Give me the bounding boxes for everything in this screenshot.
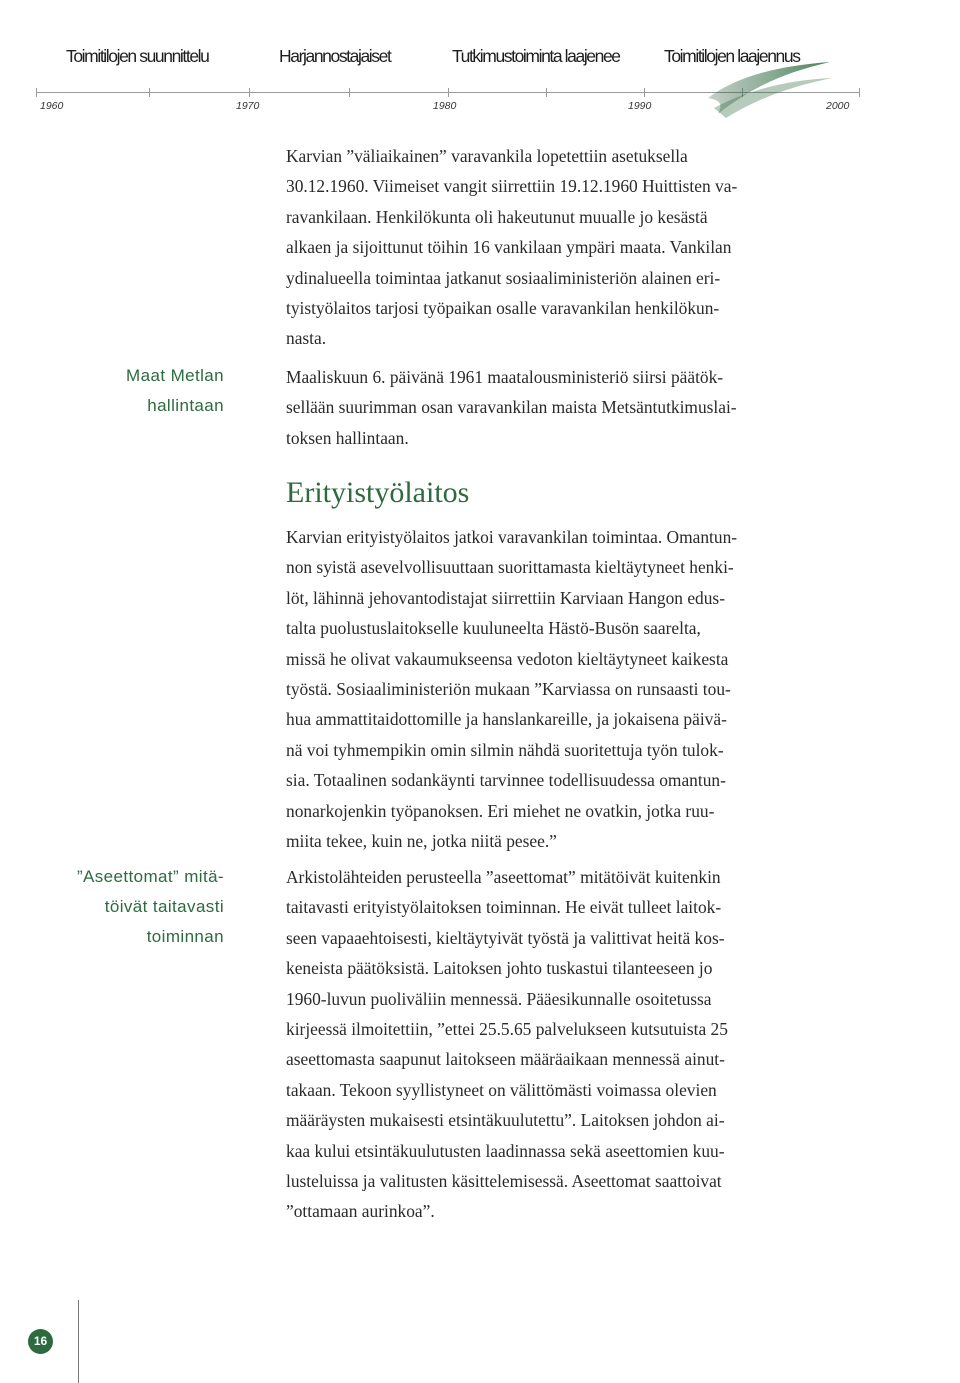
nav-item-suunnittelu[interactable]: Toimitilojen suunnittelu (66, 46, 209, 66)
text-line: ravankilaan. Henkilökunta oli hakeutunut muualle jo kesästä (286, 206, 708, 227)
text-line: aseettomasta saapunut laitokseen määräaikaan mennessä ainut- (286, 1049, 725, 1070)
text-line: miita tekee, kuin ne, jotka niitä pesee.” (286, 831, 557, 852)
footer-divider (78, 1300, 79, 1383)
text-line: työstä. Sosiaaliministeriön mukaan ”Karviassa on runsaasti tou- (286, 679, 731, 700)
section-heading: Erityistyölaitos (286, 476, 470, 509)
swoosh-logo-icon (704, 58, 834, 120)
text-line: seen vapaaehtoisesti, kieltäytyivät työstä ja valittivat heitä kos- (286, 927, 725, 948)
year-label: 1980 (433, 100, 457, 112)
nav-item-harjannostajaiset[interactable]: Harjannostajaiset (279, 46, 391, 66)
text-line: non syistä asevelvollisuuttaan suorittamasta kieltäytyneet henki- (286, 557, 734, 578)
text-line: missä he olivat vakaumukseensa vedoton kieltäytyneet kaikesta (286, 648, 729, 669)
text-line: määräysten mukaisesti etsintäkuulutettu”. Laitoksen johdon ai- (286, 1110, 725, 1131)
text-line: alkaen ja sijoittunut töihin 16 vankilaan ympäri maata. Vankilan (286, 237, 732, 258)
text-line: takaan. Tekoon syyllistyneet on välittömästi voimassa olevien (286, 1079, 717, 1100)
text-line: Karvian erityistyölaitos jatkoi varavankilan toimintaa. Omantun- (286, 527, 738, 547)
timeline-tick (859, 88, 860, 97)
paragraph-3 (286, 522, 846, 856)
year-label: 2000 (826, 100, 850, 112)
timeline-tick (546, 88, 547, 97)
text-line: Arkistolähteiden perusteella ”aseettomat” mitätöivät kuitenkin (286, 867, 721, 887)
text-line: kaa kului etsintäkuulutusten laadinnassa sekä aseettomien kuu- (286, 1140, 725, 1161)
page-number-badge: 16 (28, 1329, 53, 1354)
text-line: Karvian ”väliaikainen” varavankila lopetettiin asetuksella (286, 146, 688, 166)
timeline-tick (149, 88, 150, 97)
text-line: sia. Totaalinen sodankäynti tarvinnee todellisuudessa omantun- (286, 770, 726, 791)
paragraph-2 (286, 362, 846, 453)
year-label: 1960 (40, 100, 64, 112)
nav-item-tutkimustoiminta[interactable]: Tutkimustoiminta laajenee (452, 46, 620, 66)
text-line: taitavasti erityistyölaitoksen toiminnan. He eivät tulleet laitok- (286, 897, 722, 918)
side-heading-aseettomat: ”Aseettomat” mitä- töivät taitavasti toiminnan (76, 867, 224, 946)
nav-item-laajennus[interactable]: Toimitilojen laajennus (664, 46, 800, 66)
text-line: nasta. (286, 328, 327, 349)
text-line: ydinalueella toimintaa jatkanut sosiaaliministeriön alainen eri- (286, 267, 721, 288)
timeline-tick (349, 88, 350, 97)
timeline-tick (36, 88, 37, 97)
text-line: nä voi tyhmempikin omin silmin nähdä suoritettuja työn tulok- (286, 739, 724, 760)
side-heading-metla: Maat Metlan hallintaan (126, 366, 224, 415)
text-line: kirjeessä ilmoitettiin, ”ettei 25.5.65 palvelukseen kutsutuista 25 (286, 1019, 728, 1040)
timeline-tick (249, 88, 250, 97)
text-line: tyistyölaitos tarjosi työpaikan osalle varavankilan henkilökun- (286, 298, 720, 319)
text-line: ”ottamaan aurinkoa”. (286, 1201, 435, 1222)
text-line: keneista päätöksistä. Laitoksen johto tuskastui tilanteeseen jo (286, 958, 713, 979)
text-line: toksen hallintaan. (286, 427, 409, 448)
text-line: Maaliskuun 6. päivänä 1961 maatalousministeriö siirsi päätök- (286, 367, 724, 387)
text-line: 30.12.1960. Viimeiset vangit siirrettiin 19.12.1960 Huittisten va- (286, 176, 738, 197)
text-line: 1960-luvun puoliväliin mennessä. Pääesikunnalle osoitetussa (286, 988, 712, 1009)
text-line: talta puolustuslaitokselle kuuluneelta Hästö-Busön saarelta, (286, 618, 701, 639)
text-line: lusteluissa ja valitusten käsittelemisessä. Aseettomat saattoivat (286, 1171, 722, 1192)
paragraph-1 (286, 141, 846, 354)
year-label: 1970 (236, 100, 260, 112)
text-line: hua ammattitaidottomille ja hanslankareille, ja jokaisena päivä- (286, 709, 727, 730)
text-line: nonarkojenkin työpanoksen. Eri miehet ne ovatkin, jotka ruu- (286, 800, 715, 821)
paragraph-4 (286, 862, 846, 1227)
text-line: sellään suurimman osan varavankilan maista Metsäntutkimuslai- (286, 397, 737, 418)
timeline-tick (644, 88, 645, 97)
year-label: 1990 (628, 100, 652, 112)
timeline-tick (448, 88, 449, 97)
text-line: löt, lähinnä jehovantodistajat siirrettiin Karviaan Hangon edus- (286, 587, 725, 608)
